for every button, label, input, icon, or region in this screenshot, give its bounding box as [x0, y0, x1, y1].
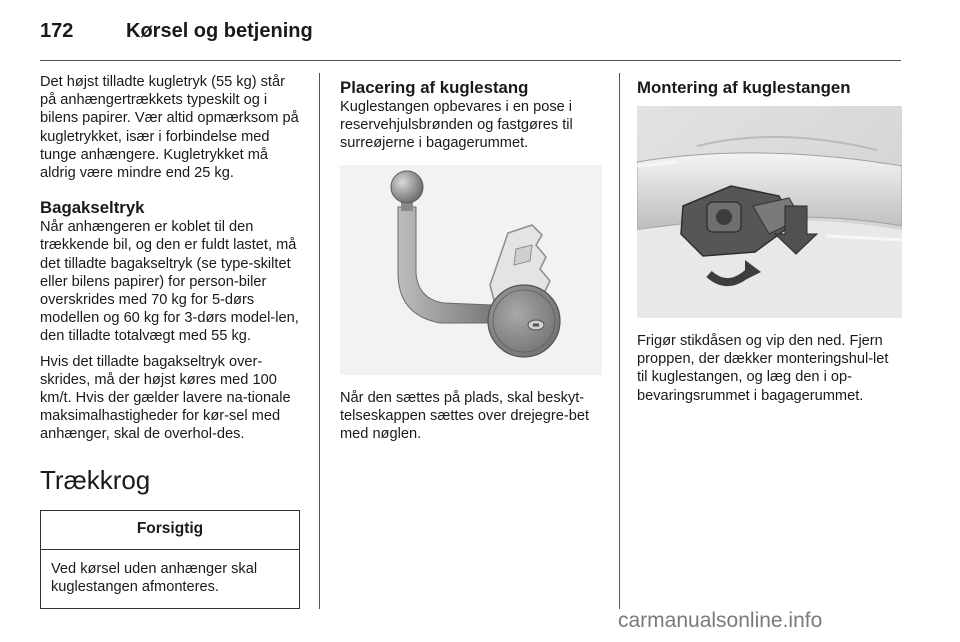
column-divider-1	[319, 73, 320, 609]
bagakseltryk-paragraph-1: Når anhængeren er koblet til den trækkende bil, og den er fuldt lastet, må det tilladte bagakseltryk (se type-skiltet eller bilens papirer) for person-biler overskrides med 70 kg for 5-dørs modellen og 60 kg for 3-dørs model-len, den tilladte totalvægt med 55 kg.	[40, 219, 299, 345]
header-rule	[40, 60, 901, 61]
placering-text-1: Kuglestangen opbevares i en pose i reservehjulsbrønden og fastgøres til surreøjerne i bagagerummet.	[340, 99, 573, 152]
column-2	[340, 78, 602, 443]
column-divider-2	[619, 73, 620, 609]
montering-text-1: Frigør stikdåsen og vip den ned. Fjern proppen, der dækker monteringshul-let til kuglestangen, og læg den i op-bevaringsrummet i bagagerummet.	[637, 333, 889, 404]
montering-heading: Montering af kuglestangen	[637, 78, 851, 97]
caution-text: Ved kørsel uden anhænger skal kuglestangen afmonteres.	[51, 560, 258, 595]
page-number: 172	[40, 20, 74, 42]
towbar-illustration	[340, 165, 602, 375]
column-1	[40, 73, 303, 609]
caution-title: Forsigtig	[41, 511, 299, 550]
placering-heading: Placering af kuglestang	[340, 78, 529, 97]
bagakseltryk-heading: Bagakseltryk	[40, 198, 145, 218]
placering-text-2: Når den sættes på plads, skal beskyt-telseskappen sættes over drejegre-bet med nøglen.	[340, 389, 590, 443]
column-3	[637, 78, 902, 405]
traekkrog-heading: Trækkrog	[40, 464, 151, 495]
mounting-illustration	[637, 106, 902, 318]
bagakseltryk-paragraph-2: Hvis det tilladte bagakseltryk over-skrides, må der højst køres med 100 km/t. Hvis der gælder lavere na-tionale maksimalhastigheder for kør-sel med anhænger, skal de overhol-des.	[40, 353, 291, 443]
chapter-title: Kørsel og betjening	[126, 20, 313, 42]
watermark: carmanualsonline.info	[618, 609, 823, 632]
bumper-drawing	[637, 106, 902, 318]
towbar-drawing	[340, 165, 602, 375]
intro-paragraph: Det højst tilladte kugletryk (55 kg) står på anhængertrækkets typeskilt og i bilens papirer. Vær altid opmærksom på kugletrykket, især i forbindelse med tunge anhængere. Kugletrykket må aldrig være mindre end 25 kg.	[40, 74, 299, 182]
caution-box	[40, 510, 300, 609]
